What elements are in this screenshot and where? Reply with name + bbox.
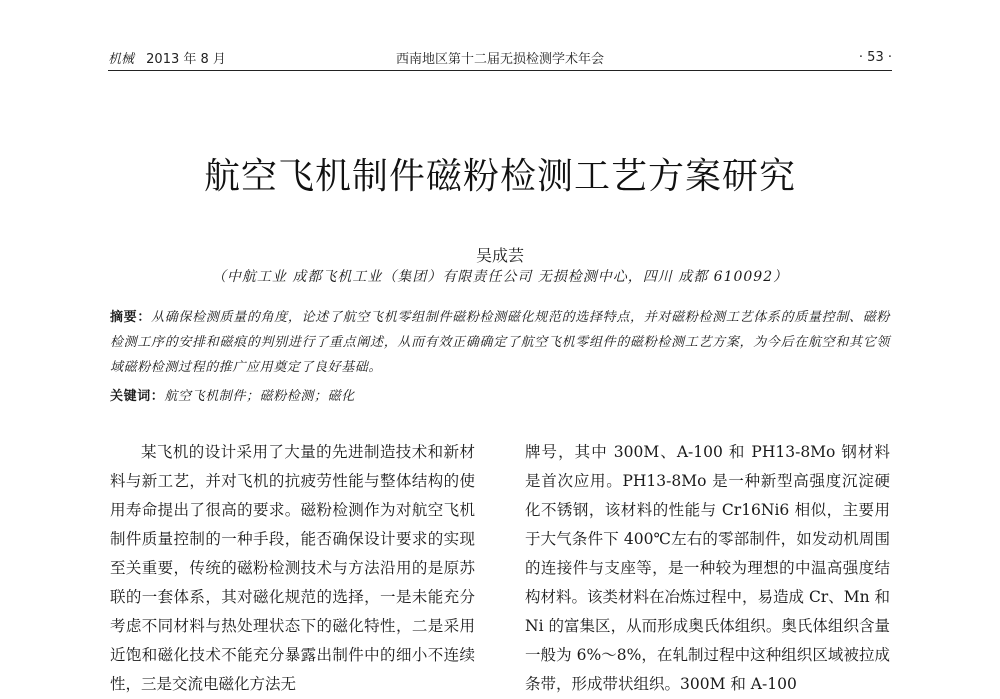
body-paragraph-right: 牌号，其中 300M、A-100 和 PH13-8Mo 钢材料是首次应用。PH13-8Mo 是一种新型高强度沉淀硬化不锈钢，该材料的性能与 Cr16Ni6 相似，主要用于大气条件下 400℃左右的零部制件，如发动机周围的连接件与支座等，是一种较为理想的中温高强度结构材料。该类材料在冶炼过程中，易造成 Cr、Mn 和 Ni 的富集区，从而形成奥氏体组织。奥氏体组织含量一般为 6%～8%，在轧制过程中这种组织区域被拉成条带，形成带状组织。300M 和 A-100 (525, 443, 890, 693)
conference-name: 西南地区第十二届无损检测学术年会 (395, 51, 604, 67)
keywords (110, 386, 890, 408)
keywords-label: 关键词： (110, 389, 165, 404)
body-left-column (110, 438, 475, 699)
article-author: 吴成芸 (475, 246, 524, 265)
body-right-column (525, 438, 890, 699)
keywords-text: 航空飞机制件；磁粉检测；磁化 (164, 389, 355, 404)
page-number: · 53 · (858, 49, 892, 65)
header-journal-info (108, 48, 226, 67)
author-affiliation: （中航工业 成都飞机工业（集团）有限责任公司 无损检测中心，四川 成都 610092） (211, 269, 789, 285)
body-paragraph-left: 某飞机的设计采用了大量的先进制造技术和新材料与新工艺，并对飞机的抗疲劳性能与整体结构的使用寿命提出了很高的要求。磁粉检测作为对航空飞机制件质量控制的一种手段，能否确保设计要求的实现至关重要，传统的磁粉检测技术与方法沿用的是原苏联的一套体系，其对磁化规范的选择，一是未能充分考虑不同材料与热处理状态下的磁化特性，二是采用近饱和磁化技术不能充分暴露出制件中的细小不连续性，三是交流电磁化方法无 (110, 443, 475, 693)
abstract (110, 305, 890, 380)
issue-date: 2013 年 8 月 (146, 51, 226, 67)
abstract-label: 摘要： (110, 310, 152, 325)
abstract-text: 从确保检测质量的角度，论述了航空飞机零组制件磁粉检测磁化规范的选择特点，并对磁粉检测工艺体系的质量控制、磁粉检测工序的安排和磁痕的判别进行了重点阐述，从而有效正确确定了航空飞机零组件的磁粉检测工艺方案，为今后在航空和其它领域磁粉检测过程的推广应用奠定了良好基础。 (110, 310, 890, 375)
running-header (108, 46, 892, 68)
journal-name: 机械 (108, 51, 135, 67)
article-title: 航空飞机制件磁粉检测工艺方案研究 (203, 156, 796, 197)
header-rule (108, 70, 892, 71)
